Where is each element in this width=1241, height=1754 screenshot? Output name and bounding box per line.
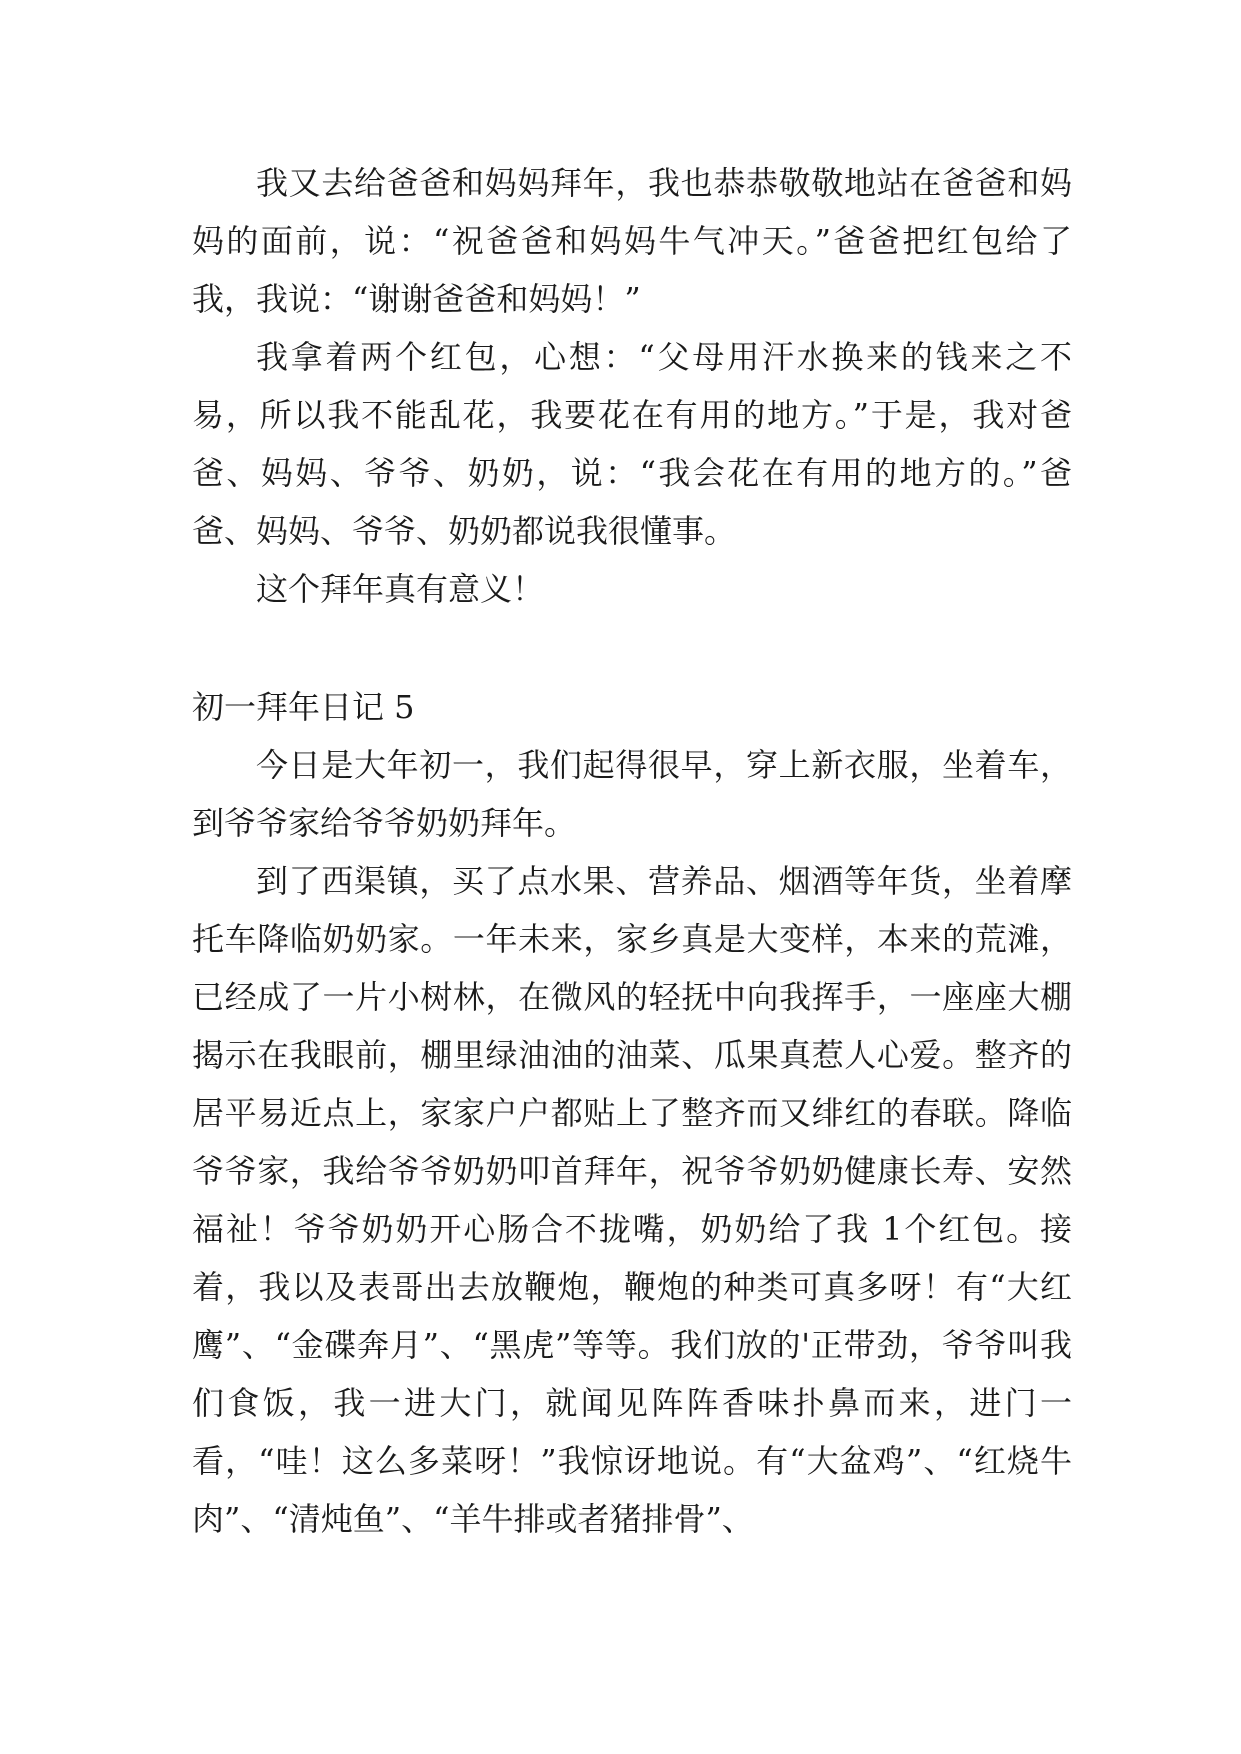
paragraph-meaningful: 这个拜年真有意义！ [256, 570, 545, 608]
paragraph-red-envelopes: 我拿着两个红包，心想：“父母用汗水换来的钱来之不易，所以我不能乱花，我要花在有用的地方。”于是，我对爸爸、妈妈、爷爷、奶奶，说：“我会花在有用的地方的。”爸爸、妈妈、爷爷、奶奶都说我很懂事。 [192, 338, 1072, 550]
paragraph-new-year-day: 今日是大年初一，我们起得很早，穿上新衣服，坐着车，到爷爷家给爷爷奶奶拜年。 [192, 746, 1072, 842]
paragraph-visit-grandparents: 到了西渠镇，买了点水果、营养品、烟酒等年货，坐着摩托车降临奶奶家。一年未来，家乡真是大变样，本来的荒滩，已经成了一片小树林，在微风的轻抚中向我挥手，一座座大棚揭示在我眼前，棚里绿油油的油菜、瓜果真惹人心爱。整齐的居平易近点上，家家户户都贴上了整齐而又绯红的春联。降临爷爷家，我给爷爷奶奶叩首拜年，祝爷爷奶奶健康长寿、安然福祉！爷爷奶奶开心肠合不拢嘴，奶奶给了我 1个红包。接着，我以及表哥出去放鞭炮，鞭炮的种类可真多呀！有“大红鹰”、“金碟奔月”、“黑虎”等等。我们放的'正带劲，爷爷叫我们食饭，我一进大门，就闻见阵阵香味扑鼻而来，进门一看，“哇！这么多菜呀！”我惊讶地说。有“大盆鸡”、“红烧牛肉”、“清炖鱼”、“羊牛排或者猪排骨”、 [192, 862, 1072, 1538]
paragraph-greeting-parents: 我又去给爸爸和妈妈拜年，我也恭恭敬敬地站在爸爸和妈妈的面前，说：“祝爸爸和妈妈牛气冲天。”爸爸把红包给了我，我说：“谢谢爸爸和妈妈！” [192, 164, 1072, 318]
section-title: 初一拜年日记 5 [192, 688, 415, 726]
document-body [192, 154, 1072, 1548]
